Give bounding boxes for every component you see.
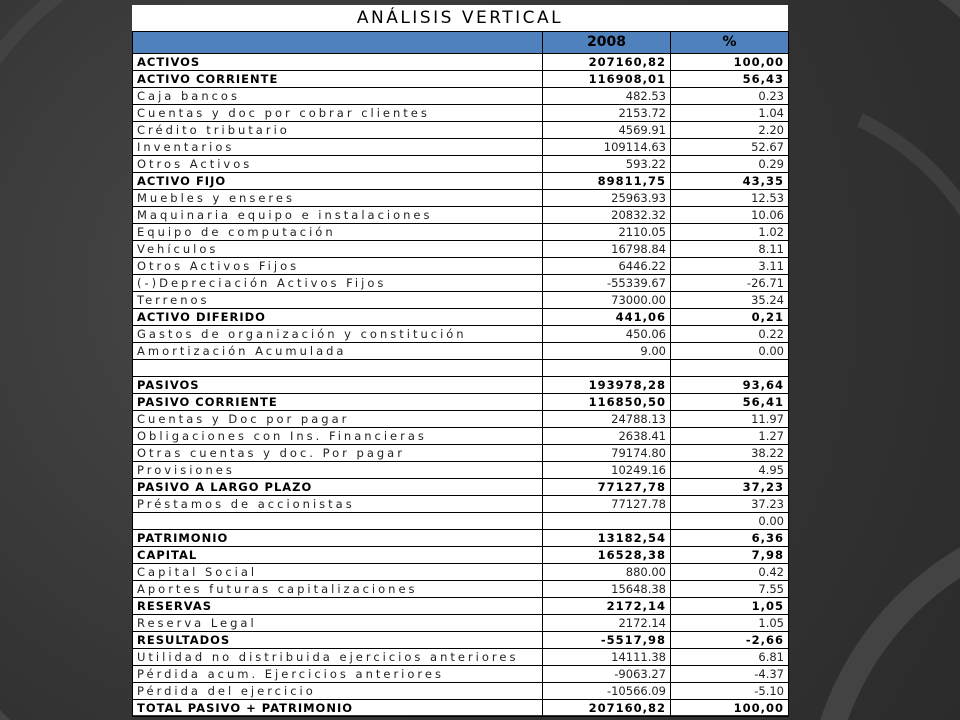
row-label: PASIVOS <box>133 377 543 394</box>
row-percent: 1.05 <box>671 615 789 632</box>
table-row <box>133 105 789 122</box>
row-value: 880.00 <box>543 564 671 581</box>
row-percent: 43,35 <box>671 173 789 190</box>
row-percent: 7,98 <box>671 547 789 564</box>
table-row <box>133 632 789 649</box>
row-value: 79174.80 <box>543 445 671 462</box>
row-label: Maquinaria equipo e instalaciones <box>133 207 543 224</box>
row-percent: 6,36 <box>671 530 789 547</box>
table-row <box>133 496 789 513</box>
row-label: ACTIVOS <box>133 54 543 71</box>
row-value: 73000.00 <box>543 292 671 309</box>
row-value: 116850,50 <box>543 394 671 411</box>
row-value: 89811,75 <box>543 173 671 190</box>
row-percent: 1.04 <box>671 105 789 122</box>
table-row <box>133 513 789 530</box>
row-label: Préstamos de accionistas <box>133 496 543 513</box>
table-row <box>133 547 789 564</box>
row-percent: -5.10 <box>671 683 789 700</box>
row-percent: 37,23 <box>671 479 789 496</box>
row-percent: 10.06 <box>671 207 789 224</box>
table-body <box>133 54 789 717</box>
table-row <box>133 173 789 190</box>
row-label: Cuentas y doc por cobrar clientes <box>133 105 543 122</box>
table-row <box>133 343 789 360</box>
row-value: 9.00 <box>543 343 671 360</box>
row-percent: 35.24 <box>671 292 789 309</box>
table-row <box>133 581 789 598</box>
table-row <box>133 241 789 258</box>
row-label: Otras cuentas y doc. Por pagar <box>133 445 543 462</box>
row-percent: 8.11 <box>671 241 789 258</box>
row-label: Aportes futuras capitalizaciones <box>133 581 543 598</box>
table-row <box>133 666 789 683</box>
row-label: Otros Activos Fijos <box>133 258 543 275</box>
row-percent: 1.02 <box>671 224 789 241</box>
row-label: Amortización Acumulada <box>133 343 543 360</box>
table-row <box>133 156 789 173</box>
row-percent: 38.22 <box>671 445 789 462</box>
table-row <box>133 309 789 326</box>
row-value: 450.06 <box>543 326 671 343</box>
row-percent: 0.23 <box>671 88 789 105</box>
table-row <box>133 122 789 139</box>
row-value: -10566.09 <box>543 683 671 700</box>
row-percent: 0.42 <box>671 564 789 581</box>
row-label: Vehículos <box>133 241 543 258</box>
row-percent: 0,21 <box>671 309 789 326</box>
row-value: 441,06 <box>543 309 671 326</box>
row-percent: 56,43 <box>671 71 789 88</box>
row-label: PASIVO CORRIENTE <box>133 394 543 411</box>
row-percent: -2,66 <box>671 632 789 649</box>
table-row <box>133 190 789 207</box>
row-percent: 0.00 <box>671 343 789 360</box>
balance-table <box>132 31 789 717</box>
row-value: 77127,78 <box>543 479 671 496</box>
row-percent: 12.53 <box>671 190 789 207</box>
row-value: 2172,14 <box>543 598 671 615</box>
row-value: -9063.27 <box>543 666 671 683</box>
row-value: 207160,82 <box>543 700 671 717</box>
row-label: Reserva Legal <box>133 615 543 632</box>
row-value: 14111.38 <box>543 649 671 666</box>
row-percent: 56,41 <box>671 394 789 411</box>
row-value: 25963.93 <box>543 190 671 207</box>
row-percent: 0.00 <box>671 513 789 530</box>
table-row <box>133 683 789 700</box>
row-value: 16528,38 <box>543 547 671 564</box>
row-value: 2172.14 <box>543 615 671 632</box>
row-value <box>543 360 671 377</box>
row-label: Provisiones <box>133 462 543 479</box>
row-value <box>543 513 671 530</box>
row-value: 13182,54 <box>543 530 671 547</box>
row-label: PASIVO A LARGO PLAZO <box>133 479 543 496</box>
row-percent <box>671 360 789 377</box>
table-row <box>133 564 789 581</box>
row-percent: 100,00 <box>671 700 789 717</box>
row-label: (-)Depreciación Activos Fijos <box>133 275 543 292</box>
table-row <box>133 71 789 88</box>
row-value: 77127.78 <box>543 496 671 513</box>
row-label: Otros Activos <box>133 156 543 173</box>
percent-header: % <box>671 32 789 54</box>
table-row <box>133 462 789 479</box>
row-value: 2153.72 <box>543 105 671 122</box>
table-row <box>133 615 789 632</box>
row-value: 6446.22 <box>543 258 671 275</box>
row-percent: 0.22 <box>671 326 789 343</box>
row-percent: 0.29 <box>671 156 789 173</box>
row-percent: 6.81 <box>671 649 789 666</box>
row-label: Gastos de organización y constitución <box>133 326 543 343</box>
row-label: Terrenos <box>133 292 543 309</box>
row-value: 20832.32 <box>543 207 671 224</box>
row-value: 16798.84 <box>543 241 671 258</box>
table-row <box>133 292 789 309</box>
table-row <box>133 411 789 428</box>
table-row <box>133 479 789 496</box>
row-label <box>133 513 543 530</box>
row-percent: -4.37 <box>671 666 789 683</box>
row-label: Cuentas y Doc por pagar <box>133 411 543 428</box>
table-row <box>133 326 789 343</box>
table-row <box>133 377 789 394</box>
row-value: -5517,98 <box>543 632 671 649</box>
row-value: 193978,28 <box>543 377 671 394</box>
row-label: Obligaciones con Ins. Financieras <box>133 428 543 445</box>
row-percent: 52.67 <box>671 139 789 156</box>
row-value: 593.22 <box>543 156 671 173</box>
table-row <box>133 394 789 411</box>
row-label: ACTIVO FIJO <box>133 173 543 190</box>
row-percent: 7.55 <box>671 581 789 598</box>
row-label: Equipo de computación <box>133 224 543 241</box>
sheet-title: ANÁLISIS VERTICAL <box>132 5 788 31</box>
table-row <box>133 700 789 717</box>
table-row <box>133 360 789 377</box>
row-value: 482.53 <box>543 88 671 105</box>
table-row <box>133 88 789 105</box>
row-label: Capital Social <box>133 564 543 581</box>
row-label: ACTIVO DIFERIDO <box>133 309 543 326</box>
row-value: 207160,82 <box>543 54 671 71</box>
table-row <box>133 54 789 71</box>
vertical-analysis-sheet <box>132 5 788 715</box>
row-label: TOTAL PASIVO + PATRIMONIO <box>133 700 543 717</box>
header-row <box>133 32 789 54</box>
row-label: Pérdida del ejercicio <box>133 683 543 700</box>
row-label: PATRIMONIO <box>133 530 543 547</box>
row-percent: 1.27 <box>671 428 789 445</box>
row-value: 15648.38 <box>543 581 671 598</box>
row-label: Utilidad no distribuida ejercicios anteriores <box>133 649 543 666</box>
row-percent: 1,05 <box>671 598 789 615</box>
table-row <box>133 530 789 547</box>
row-value: 116908,01 <box>543 71 671 88</box>
row-percent: 37.23 <box>671 496 789 513</box>
row-label: Crédito tributario <box>133 122 543 139</box>
row-value: -55339.67 <box>543 275 671 292</box>
row-percent: 4.95 <box>671 462 789 479</box>
row-percent: 93,64 <box>671 377 789 394</box>
row-value: 4569.91 <box>543 122 671 139</box>
row-label: Caja bancos <box>133 88 543 105</box>
table-row <box>133 207 789 224</box>
row-label: Pérdida acum. Ejercicios anteriores <box>133 666 543 683</box>
row-percent: 100,00 <box>671 54 789 71</box>
row-label: Muebles y enseres <box>133 190 543 207</box>
row-percent: 2.20 <box>671 122 789 139</box>
row-label: Inventarios <box>133 139 543 156</box>
table-row <box>133 649 789 666</box>
row-label: RESERVAS <box>133 598 543 615</box>
row-label <box>133 360 543 377</box>
row-label: CAPITAL <box>133 547 543 564</box>
row-percent: 11.97 <box>671 411 789 428</box>
row-label: ACTIVO CORRIENTE <box>133 71 543 88</box>
row-value: 2110.05 <box>543 224 671 241</box>
year-header: 2008 <box>543 32 671 54</box>
header-blank-cell <box>133 32 543 54</box>
table-row <box>133 428 789 445</box>
row-label: RESULTADOS <box>133 632 543 649</box>
row-value: 109114.63 <box>543 139 671 156</box>
table-row <box>133 224 789 241</box>
table-row <box>133 139 789 156</box>
row-percent: 3.11 <box>671 258 789 275</box>
row-value: 24788.13 <box>543 411 671 428</box>
row-percent: -26.71 <box>671 275 789 292</box>
table-row <box>133 258 789 275</box>
row-value: 10249.16 <box>543 462 671 479</box>
table-row <box>133 275 789 292</box>
table-row <box>133 445 789 462</box>
table-row <box>133 598 789 615</box>
row-value: 2638.41 <box>543 428 671 445</box>
